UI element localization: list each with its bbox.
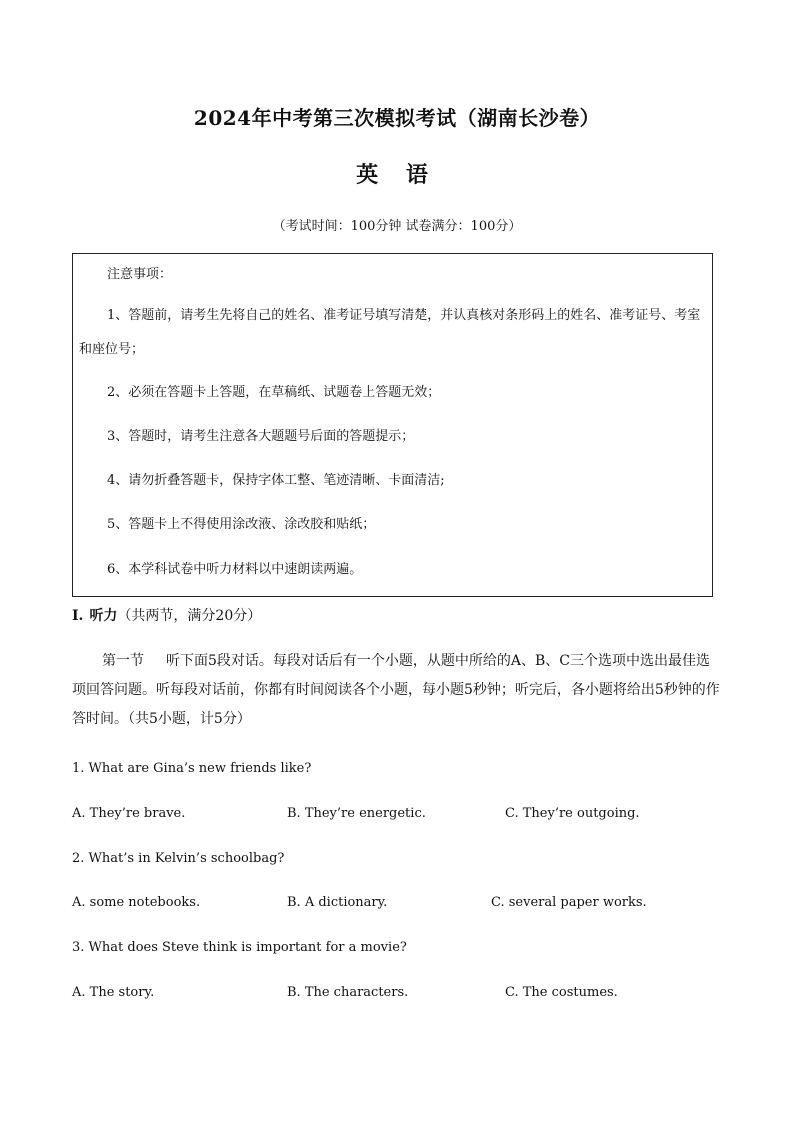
notice-item-4: 4、请勿折叠答题卡，保持字体工整、笔迹清晰、卡面清洁; bbox=[107, 473, 445, 488]
question-3-option-c: C. The costumes. bbox=[505, 985, 618, 1000]
notice-item-6: 6、本学科试卷中听力材料以中速朗读两遍。 bbox=[107, 562, 363, 577]
question-2-option-c: C. several paper works. bbox=[491, 895, 647, 910]
notice-item-1: 1、答题前，请考生先将自己的姓名、准考证号填写清楚，并认真核对条形码上的姓名、准考证号、考室和座位号； bbox=[79, 308, 701, 357]
question-2-option-a: A. some notebooks. bbox=[72, 895, 201, 910]
notice-heading: 注意事项： bbox=[107, 267, 173, 282]
section-name: 听力 bbox=[89, 608, 118, 624]
notice-item-2: 2、必须在答题卡上答题，在草稿纸、试题卷上答题无效； bbox=[107, 385, 441, 400]
question-3: 3. What does Steve think is important for a movie? bbox=[72, 940, 407, 955]
question-3-option-a: A. The story. bbox=[72, 985, 155, 1000]
section-detail: （共两节，满分20分） bbox=[117, 608, 262, 624]
section-heading bbox=[72, 605, 261, 625]
question-3-option-b: B. The characters. bbox=[287, 985, 409, 1000]
question-1-option-a: A. They’re brave. bbox=[72, 806, 186, 821]
part-instructions bbox=[72, 647, 722, 734]
section-number: I. bbox=[72, 608, 84, 624]
subject-title: 英 语 bbox=[356, 162, 438, 188]
question-1: 1. What are Gina’s new friends like? bbox=[72, 761, 312, 776]
exam-info: （考试时间：100分钟 试卷满分：100分） bbox=[272, 219, 522, 234]
notice-box bbox=[72, 253, 713, 597]
notice-item-3: 3、答题时，请考生注意各大题题号后面的答题提示； bbox=[107, 429, 415, 444]
question-1-option-b: B. They’re energetic. bbox=[287, 806, 426, 821]
question-1-option-c: C. They’re outgoing. bbox=[505, 806, 640, 821]
notice-item-5: 5、答题卡上不得使用涂改液、涂改胶和贴纸； bbox=[107, 517, 376, 532]
part-label: 第一节 bbox=[102, 653, 144, 669]
exam-title: 2024年中考第三次模拟考试（湖南长沙卷） bbox=[193, 106, 601, 130]
question-2-option-b: B. A dictionary. bbox=[287, 895, 388, 910]
question-2: 2. What’s in Kelvin’s schoolbag? bbox=[72, 851, 285, 866]
part-text: 听下面5段对话。每段对话后有一个小题，从题中所给的A、B、C三个选项中选出最佳选项回答问题。听每段对话前，你都有时间阅读各个小题，每小题5秒钟；听完后，各小题将给出5秒钟的作答时间。（共5小题，计5分） bbox=[72, 653, 720, 727]
